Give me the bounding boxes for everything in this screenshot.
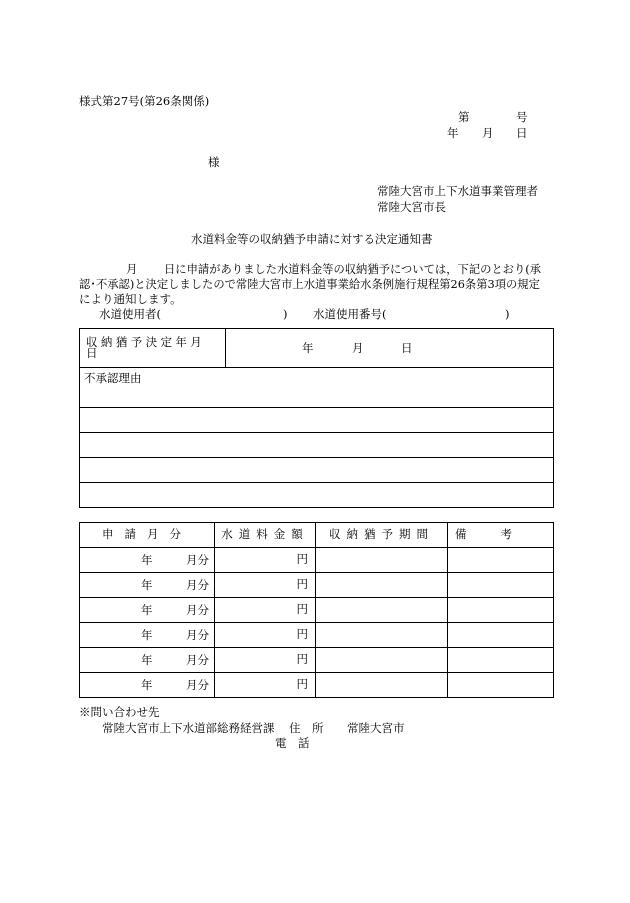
decision-date-day: 日 (401, 341, 413, 355)
row-month: 月分 (186, 628, 209, 642)
water-charge-cell (215, 548, 316, 573)
detail-header-row (80, 523, 554, 548)
water-user-label: 水道使用者( (99, 307, 161, 321)
header-water-charge (215, 523, 316, 548)
deferral-period-cell (316, 648, 448, 673)
remarks-cell (448, 673, 554, 698)
application-month-cell (80, 598, 215, 623)
issue-date-month: 月 (482, 126, 494, 140)
remarks-cell (448, 598, 554, 623)
application-month-cell (80, 573, 215, 598)
body-month: 月 (126, 262, 138, 276)
sender-line1: 常陸大宮市上下水道事業管理者 (377, 184, 538, 198)
header-water-charge-text: 水道料金額 (221, 527, 309, 542)
row-year: 年 (141, 578, 153, 592)
reject-reason-cell (80, 368, 554, 408)
table-row (80, 673, 554, 698)
decision-date-label (80, 334, 225, 360)
deferral-period-cell (316, 673, 448, 698)
row-yen: 円 (296, 677, 308, 692)
header-application-month-text: 申請月分 (102, 527, 192, 542)
row-year: 年 (141, 678, 153, 692)
application-month-cell (80, 548, 215, 573)
contact-office: 常陸大宮市上下水道部総務経営課 (102, 721, 275, 735)
detail-table (79, 522, 554, 698)
application-month-cell (80, 623, 215, 648)
reject-reason-label: 不承認理由 (84, 371, 142, 385)
deferral-period-cell (316, 548, 448, 573)
body-line2: 認･不承認)と決定しましたので常陸大宮市上水道事業給水条例施行規程第26条第3項の規定 (79, 278, 540, 291)
row-yen: 円 (296, 652, 308, 667)
header-deferral-period-text: 収納猶予期間 (329, 527, 434, 542)
row-month: 月分 (186, 653, 209, 667)
issue-date-day: 日 (516, 126, 528, 140)
doc-number-go: 号 (516, 110, 528, 124)
issue-date-year: 年 (447, 126, 459, 140)
water-charge-cell (215, 623, 316, 648)
row-year: 年 (141, 628, 153, 642)
addressee-suffix: 様 (208, 155, 220, 169)
table-row (80, 598, 554, 623)
row-yen: 円 (296, 577, 308, 592)
row-yen: 円 (296, 552, 308, 567)
header-deferral-period (316, 523, 448, 548)
decision-date-year: 年 (302, 341, 314, 355)
contact-phone-label: 電 話 (275, 736, 310, 750)
row-month: 月分 (186, 553, 209, 567)
body-line1: 日に申請がありました水道料金等の収納猶予については，下記のとおり(承 (164, 263, 541, 276)
row-month: 月分 (186, 678, 209, 692)
decision-date-value-cell (226, 329, 554, 368)
decision-date-label-cell (80, 329, 226, 368)
water-charge-cell (215, 573, 316, 598)
reject-reason-line (80, 483, 554, 508)
row-year: 年 (141, 603, 153, 617)
decision-table (79, 328, 554, 508)
table-row (80, 573, 554, 598)
deferral-period-cell (316, 623, 448, 648)
decision-date-label-text: 収納猶予決定年月日 (86, 334, 206, 360)
body-line3: により通知します。 (79, 292, 182, 306)
table-row (80, 648, 554, 673)
reject-reason-line (80, 408, 554, 433)
application-month-cell (80, 673, 215, 698)
header-remarks-text: 備考 (455, 527, 546, 542)
water-number-close: ) (505, 307, 510, 321)
deferral-period-cell (316, 573, 448, 598)
table-row (80, 548, 554, 573)
contact-address-value: 常陸大宮市 (347, 721, 405, 735)
row-yen: 円 (296, 627, 308, 642)
water-user-close: ) (283, 307, 288, 321)
water-charge-cell (215, 648, 316, 673)
contact-heading: ※問い合わせ先 (79, 705, 160, 719)
row-month: 月分 (186, 603, 209, 617)
doc-number-dai: 第 (458, 110, 470, 124)
application-month-cell (80, 648, 215, 673)
header-remarks (448, 523, 554, 548)
reject-reason-line (80, 458, 554, 483)
deferral-period-cell (316, 598, 448, 623)
remarks-cell (448, 623, 554, 648)
reject-reason-line (80, 433, 554, 458)
table-row (80, 623, 554, 648)
remarks-cell (448, 648, 554, 673)
remarks-cell (448, 548, 554, 573)
header-application-month (80, 523, 215, 548)
row-year: 年 (141, 553, 153, 567)
water-number-label: 水道使用番号( (313, 307, 387, 321)
form-number: 様式第27号(第26条関係) (79, 94, 210, 108)
water-charge-cell (215, 673, 316, 698)
water-charge-cell (215, 598, 316, 623)
row-month: 月分 (186, 578, 209, 592)
row-year: 年 (141, 653, 153, 667)
contact-address-label: 住 所 (289, 721, 324, 735)
remarks-cell (448, 573, 554, 598)
document-title: 水道料金等の収納猶予申請に対する決定通知書 (191, 232, 433, 246)
sender-line2: 常陸大宮市長 (377, 200, 446, 214)
row-yen: 円 (296, 602, 308, 617)
decision-date-month: 月 (352, 341, 364, 355)
